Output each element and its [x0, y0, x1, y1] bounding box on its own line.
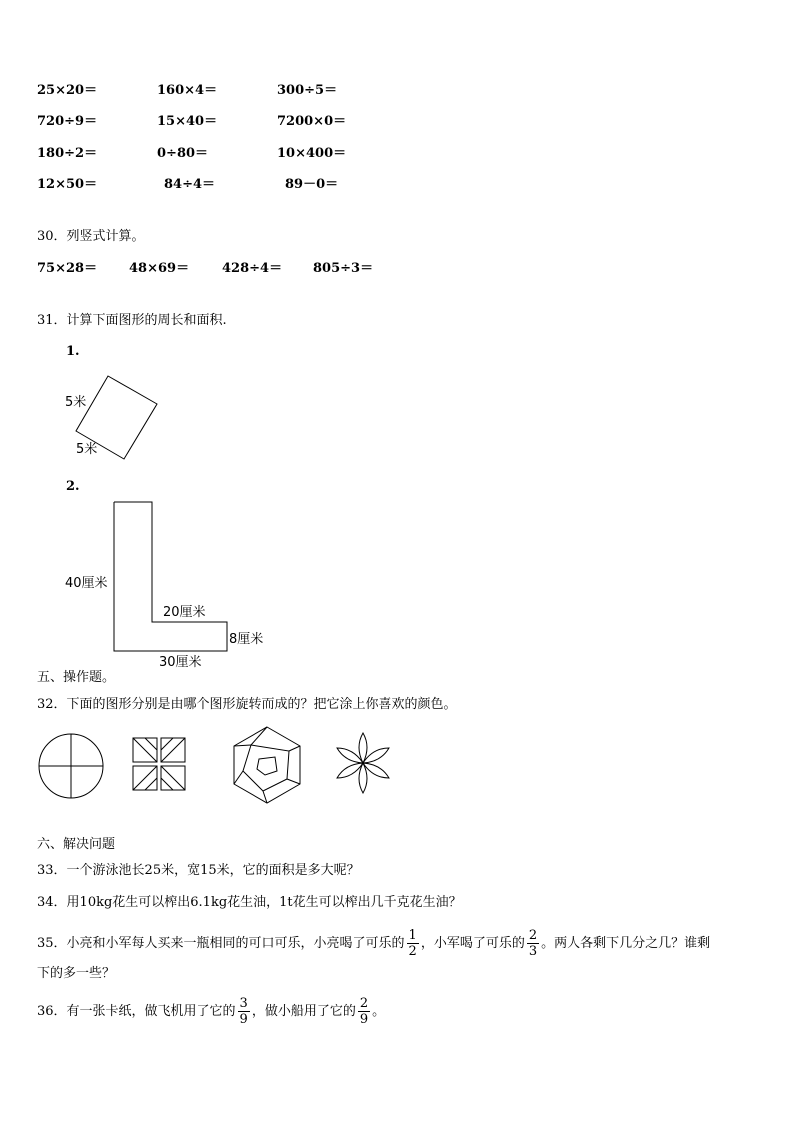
square-side-label: 5米	[65, 395, 87, 410]
calc-item: 89－0＝	[285, 177, 339, 192]
fraction-denominator: 9	[239, 1012, 248, 1027]
fraction-numerator: 2	[359, 996, 369, 1011]
q34-text: 34．用10kg花生可以榨出6.1kg花生油，1t花生可以榨出几千克花生油？	[37, 895, 462, 910]
q35-fraction-2	[527, 928, 539, 959]
q30-item: 48×69＝	[129, 261, 190, 276]
calc-item: 0÷80＝	[157, 146, 209, 161]
l-shape-foot-label: 8厘米	[229, 632, 264, 647]
q33-text: 33．一个游泳池长25米，宽15米，它的面积是多大呢？	[37, 863, 360, 878]
q35-text: 。两人各剩下几分之几？谁剩	[541, 936, 711, 951]
q35-text: ，小军喝了可乐的	[420, 936, 525, 951]
l-shape-base-label: 30厘米	[159, 655, 202, 670]
q36-text: 。	[372, 1004, 386, 1019]
calc-item: 720÷9＝	[37, 114, 98, 129]
fraction-denominator: 2	[408, 944, 417, 959]
section6-title: 六、解决问题	[37, 837, 116, 852]
calc-item: 25×20＝	[37, 83, 98, 98]
q31-fig1-label: 1.	[66, 344, 80, 359]
square-figure	[60, 368, 170, 468]
q30-item: 805÷3＝	[313, 261, 374, 276]
q36-line	[37, 994, 385, 1030]
l-shape-inner-label: 20厘米	[163, 605, 206, 620]
q30-title: 30．列竖式计算。	[37, 229, 145, 244]
fraction-denominator: 3	[528, 944, 538, 959]
q36-text: 36．有一张卡纸，做飞机用了它的	[37, 1004, 236, 1019]
q35-fraction-1	[407, 928, 419, 959]
calc-item: 160×4＝	[157, 83, 218, 98]
fraction-numerator: 1	[408, 928, 417, 943]
q35-text: 35．小亮和小军每人买来一瓶相同的可口可乐，小亮喝了可乐的	[37, 936, 405, 951]
q36-fraction-2	[358, 996, 370, 1027]
calc-item: 12×50＝	[37, 177, 98, 192]
flower-figure	[331, 731, 395, 795]
q36-fraction-1	[238, 996, 250, 1027]
q35-line1	[37, 926, 710, 962]
fraction-numerator: 3	[239, 996, 248, 1011]
square-side-label: 5米	[76, 442, 98, 457]
q32-title: 32．下面的图形分别是由哪个图形旋转而成的？把它涂上你喜欢的颜色。	[37, 697, 457, 712]
q30-item: 428÷4＝	[222, 261, 283, 276]
q31-title: 31．计算下面图形的周长和面积.	[37, 313, 227, 328]
fraction-denominator: 9	[359, 1012, 369, 1027]
q35-line2: 下的多一些？	[37, 966, 116, 981]
hexagon-star-figure	[226, 724, 308, 806]
calc-item: 84÷4＝	[164, 177, 216, 192]
q31-fig2-label: 2.	[66, 479, 80, 494]
calc-item: 7200×0＝	[277, 114, 347, 129]
cross-tile-figure	[131, 736, 187, 792]
section5-title: 五、操作题。	[37, 670, 116, 685]
q36-text: ，做小船用了它的	[251, 1004, 356, 1019]
q30-item: 75×28＝	[37, 261, 98, 276]
l-shape-height-label: 40厘米	[65, 576, 108, 591]
calc-item: 300÷5＝	[277, 83, 338, 98]
fraction-numerator: 2	[528, 928, 538, 943]
pinwheel-figure	[36, 732, 106, 802]
calc-item: 15×40＝	[157, 114, 218, 129]
calc-item: 10×400＝	[277, 146, 347, 161]
l-shape-figure	[60, 496, 275, 674]
calc-item: 180÷2＝	[37, 146, 98, 161]
